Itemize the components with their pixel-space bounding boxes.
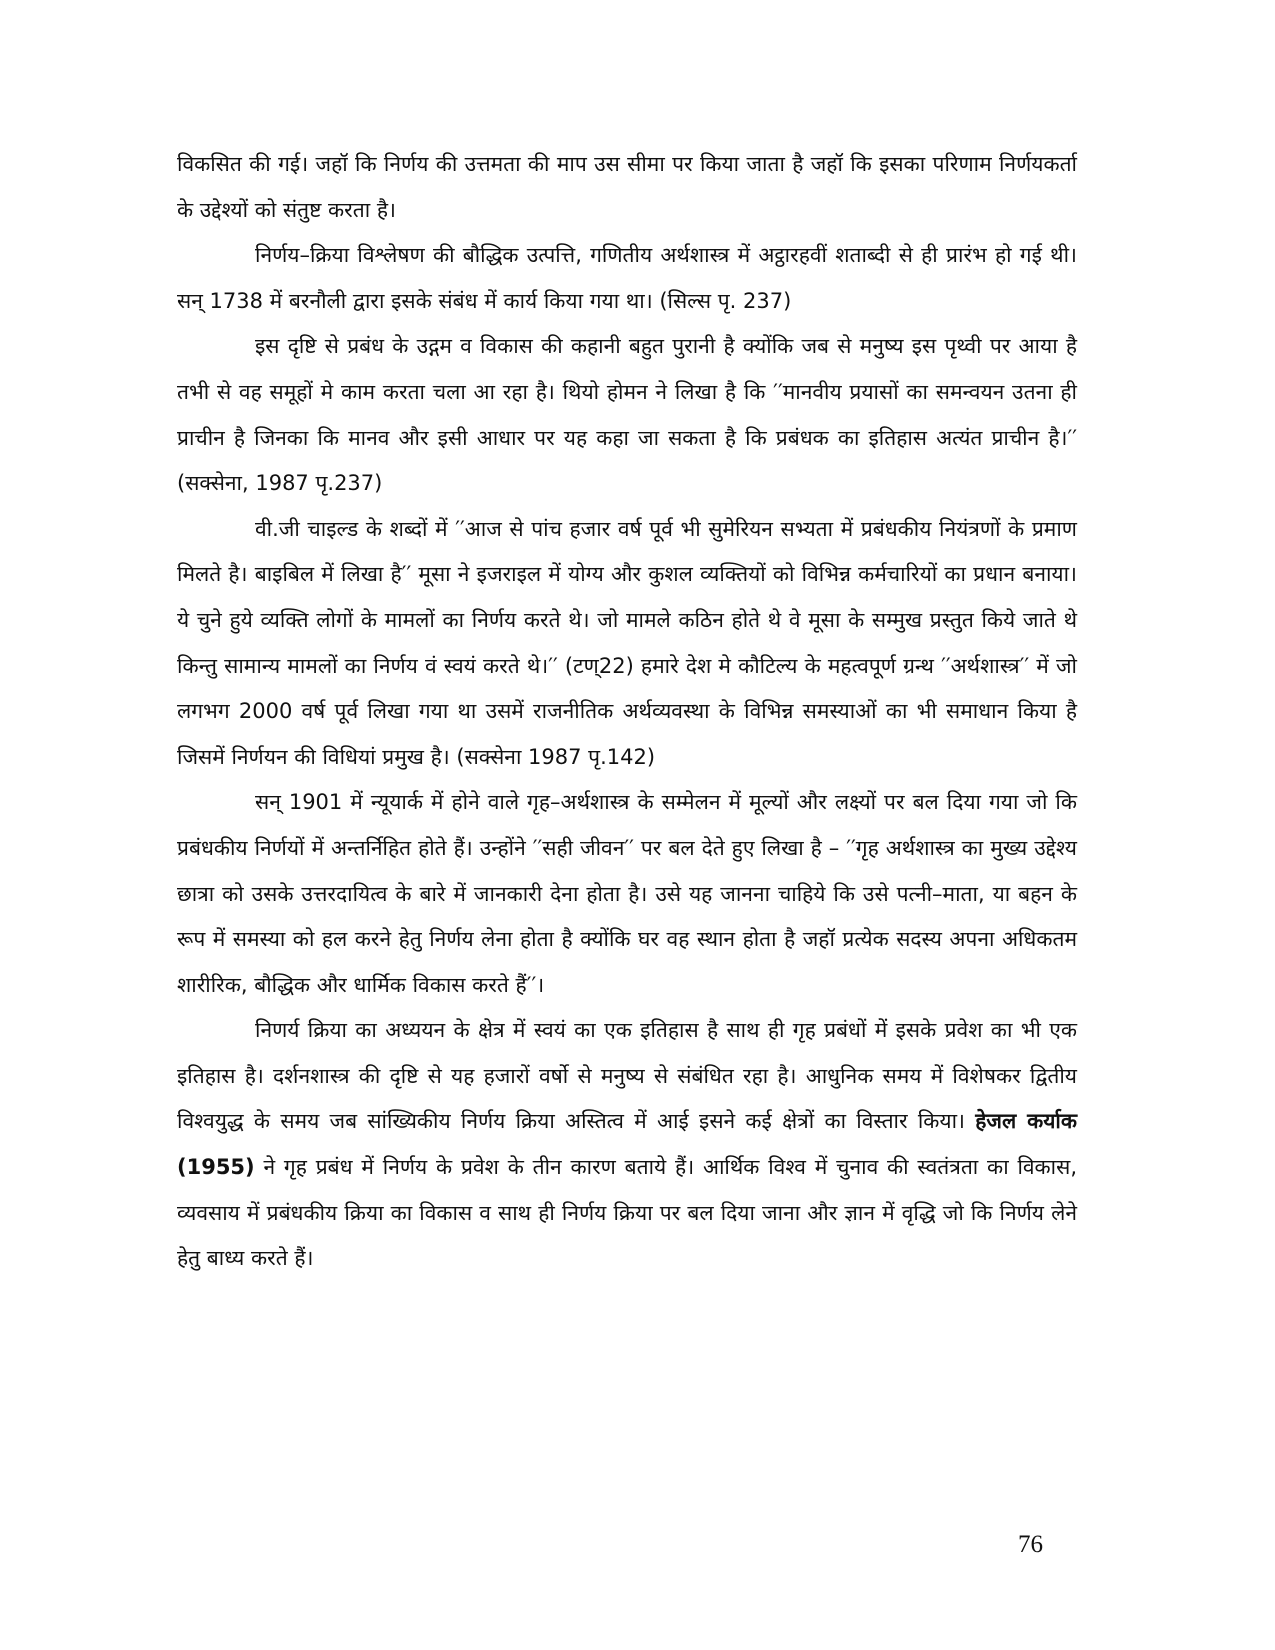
- page-content: [177, 142, 1077, 1282]
- paragraph-text-after: ने गृह प्रबंध में निर्णय के प्रवेश के तीन कारण बताये हैं। आर्थिक विश्व में चुनाव की स्वतंत्रता का विकास, व्यवसाय में प्रबंधकीय क्रिया का विकास व साथ ही निर्णय क्रिया पर बल दिया जाना और ज्ञान में वृद्धि जो कि निर्णय लेने हेतु बाध्य करते हैं।: [177, 1155, 1077, 1271]
- paragraph-home-economics-conference: सन् 1901 में न्यूयार्क में होने वाले गृह–अर्थशास्त्र के सम्मेलन में मूल्यों और लक्ष्यों पर बल दिया गया जो कि प्रबंधकीय निर्णयों में अन्तर्निहित होते हैं। उन्होंने ′′सही जीवन′′ पर बल देते हुए लिखा है – ′′गृह अर्थशास्त्र का मुख्य उद्देश्य छात्रा को उसके उत्तरदायित्व के बारे में जानकारी देना होता है। उसे यह जानना चाहिये कि उसे पत्नी–माता, या बहन के रूप में समस्या को हल करने हेतु निर्णय लेना होता है क्योंकि घर वह स्थान होता है जहॉ प्रत्येक सदस्य अपना अधिकतम शारीरिक, बौद्धिक और धार्मिक विकास करते हैं′′।: [177, 790, 1077, 997]
- paragraph-continuation: विकसित की गई। जहॉ कि निर्णय की उत्तमता की माप उस सीमा पर किया जाता है जहॉ कि इसका परिणाम निर्णयकर्ता के उद्देश्यों को संतुष्ट करता है।: [177, 152, 1077, 222]
- paragraph-childe-quote: वी.जी चाइल्ड के शब्दों में ′′आज से पांच हजार वर्ष पूर्व भी सुमेरियन सभ्यता में प्रबंधकीय नियंत्रणों के प्रमाण मिलते है। बाइबिल में लिखा है′′ मूसा ने इजराइल में योग्य और कुशल व्यक्तियों को विभिन्न कर्मचारियों का प्रधान बनाया। ये चुने हुये व्यक्ति लोगों के मामलों का निर्णय करते थे। जो मामले कठिन होते थे वे मूसा के सम्मुख प्रस्तुत किये जाते थे किन्तु सामान्य मामलों का निर्णय वं स्वयं करते थे।′′ (टण्22) हमारे देश मे कौटिल्य के महत्वपूर्ण ग्रन्थ ′′अर्थशास्त्र′′ में जो लगभग 2000 वर्ष पूर्व लिखा गया था उसमें राजनीतिक अर्थव्यवस्था के विभिन्न समस्याओं का भी समाधान किया है जिसमें निर्णयन की विधियां प्रमुख है। (सक्सेना 1987 पृ.142): [177, 516, 1077, 769]
- paragraph-decision-origin: निर्णय–क्रिया विश्लेषण की बौद्धिक उत्पत्ति, गणितीय अर्थशास्त्र में अट्ठारहवीं शताब्दी से ही प्रारंभ हो गई थी। सन् 1738 में बरनौली द्वारा इसके संबंध में कार्य किया गया था। (सिल्स पृ. 237): [177, 243, 1077, 313]
- paragraph-management-history: इस दृष्टि से प्रबंध के उद्गम व विकास की कहानी बहुत पुरानी है क्योंकि जब से मनुष्य इस पृथ्वी पर आया है तभी से वह समूहों मे काम करता चला आ रहा है। थियो होमन ने लिखा है कि ′′मानवीय प्रयासों का समन्वयन उतना ही प्राचीन है जिनका कि मानव और इसी आधार पर यह कहा जा सकता है कि प्रबंधक का इतिहास अत्यंत प्राचीन है।′′ (सक्सेना, 1987 पृ.237): [177, 334, 1077, 496]
- page-number: 76: [1018, 1531, 1043, 1558]
- paragraph-text-before: निणर्य क्रिया का अध्ययन के क्षेत्र में स्वयं का एक इतिहास है साथ ही गृह प्रबंधों में इसके प्रवेश का भी एक इतिहास है। दर्शनशास्त्र की दृष्टि से यह हजारों वर्षो से मनुष्य से संबंधित रहा है। आधुनिक समय में विशेषकर द्वितीय विश्वयुद्ध के समय जब सांख्यिकीय निर्णय क्रिया अस्तित्व में आई इसने कई क्षेत्रों का विस्तार किया।: [177, 1018, 1077, 1134]
- author-citation-bold: हेजल कर्याक (1955): [177, 1109, 1077, 1180]
- paragraph-decision-study-history: [177, 1008, 1077, 1282]
